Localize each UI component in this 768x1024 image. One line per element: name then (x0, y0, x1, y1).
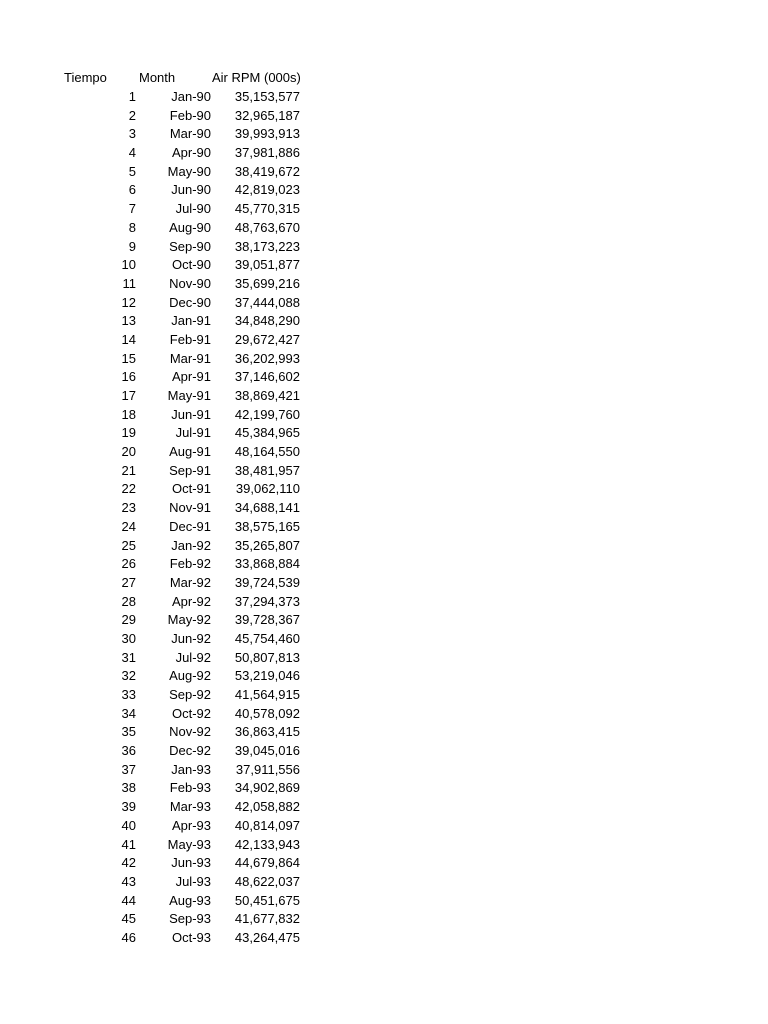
month-cell: Sep-91 (169, 462, 211, 478)
month-cell: Dec-90 (169, 294, 211, 310)
tiempo-cell: 16 (121, 369, 136, 385)
tiempo-cell: 41 (121, 836, 136, 852)
table-row (0, 480, 768, 499)
tiempo-cell: 44 (121, 892, 136, 908)
month-cell: Nov-91 (169, 500, 211, 516)
tiempo-cell: 27 (121, 574, 136, 590)
tiempo-cell: 32 (121, 668, 136, 684)
air-rpm-cell: 48,164,550 (234, 444, 300, 460)
air-rpm-cell: 42,819,023 (234, 182, 300, 198)
air-rpm-cell: 43,264,475 (234, 929, 300, 945)
month-cell: Sep-92 (169, 687, 211, 702)
air-rpm-cell: 33,868,884 (234, 556, 300, 572)
month-cell: Aug-92 (169, 668, 211, 684)
table-row (0, 275, 768, 294)
month-cell: Feb-92 (169, 556, 211, 572)
month-cell: Apr-92 (171, 593, 211, 609)
month-cell: Jul-92 (175, 649, 211, 665)
air-rpm-cell: 38,869,421 (234, 388, 300, 403)
table-row (0, 593, 768, 612)
tiempo-cell: 21 (121, 462, 136, 478)
tiempo-cell: 43 (121, 873, 136, 889)
table-row (0, 144, 768, 163)
month-cell: Nov-92 (169, 724, 211, 740)
air-rpm-cell: 39,724,539 (234, 574, 300, 590)
air-rpm-cell: 32,965,187 (234, 107, 300, 123)
air-rpm-cell: 40,578,092 (234, 705, 300, 721)
table-row (0, 219, 768, 238)
tiempo-cell: 18 (121, 406, 136, 422)
tiempo-cell: 42 (121, 855, 136, 871)
header-row (0, 68, 768, 88)
tiempo-cell: 19 (121, 425, 136, 441)
table-row (0, 499, 768, 518)
month-cell: Jun-90 (171, 182, 211, 198)
table-row (0, 873, 768, 892)
table-row (0, 742, 768, 761)
month-cell: May-91 (167, 388, 211, 403)
month-cell: Aug-90 (169, 219, 211, 235)
tiempo-cell: 46 (121, 929, 136, 945)
month-cell: Feb-93 (169, 780, 211, 796)
table-row (0, 163, 768, 182)
air-rpm-cell: 41,564,915 (234, 687, 300, 702)
table-row (0, 686, 768, 705)
air-rpm-cell: 41,677,832 (234, 911, 300, 927)
table-row (0, 462, 768, 481)
table-row (0, 238, 768, 257)
table-row (0, 910, 768, 929)
air-rpm-cell: 45,384,965 (234, 425, 300, 441)
air-rpm-cell: 38,173,223 (234, 238, 300, 254)
table-row (0, 294, 768, 313)
air-rpm-cell: 34,902,869 (234, 780, 300, 796)
month-cell: Jan-90 (171, 89, 211, 104)
month-cell: Apr-90 (171, 145, 211, 161)
tiempo-cell: 6 (128, 182, 136, 198)
air-rpm-cell: 38,481,957 (234, 462, 300, 478)
tiempo-cell: 8 (128, 219, 136, 235)
tiempo-cell: 5 (128, 163, 136, 179)
month-cell: Jan-93 (171, 761, 211, 777)
month-cell: Oct-90 (171, 257, 211, 273)
air-rpm-cell: 50,807,813 (234, 649, 300, 665)
air-rpm-cell: 35,699,216 (234, 275, 300, 291)
tiempo-cell: 40 (121, 817, 136, 833)
tiempo-cell: 35 (121, 724, 136, 740)
air-rpm-cell: 39,728,367 (234, 612, 300, 628)
tiempo-cell: 7 (128, 201, 136, 217)
tiempo-cell: 2 (128, 107, 136, 123)
month-cell: Sep-90 (169, 238, 211, 254)
month-cell: Nov-90 (169, 275, 211, 291)
air-rpm-cell: 53,219,046 (234, 668, 300, 684)
tiempo-cell: 25 (121, 537, 136, 553)
air-rpm-cell: 37,444,088 (234, 294, 300, 310)
table-row (0, 705, 768, 724)
tiempo-cell: 26 (121, 556, 136, 572)
table-row (0, 406, 768, 425)
air-rpm-cell: 48,622,037 (234, 873, 300, 889)
table-row (0, 368, 768, 387)
table-row (0, 387, 768, 406)
table-row (0, 537, 768, 556)
table-row (0, 649, 768, 668)
table-row (0, 424, 768, 443)
table-row (0, 331, 768, 350)
month-cell: Mar-92 (169, 574, 211, 590)
month-cell: Dec-91 (169, 518, 211, 534)
tiempo-cell: 10 (121, 257, 136, 273)
tiempo-cell: 29 (121, 612, 136, 628)
tiempo-cell: 45 (121, 911, 136, 927)
table-row (0, 798, 768, 817)
table-row (0, 200, 768, 219)
tiempo-cell: 30 (121, 630, 136, 646)
air-rpm-cell: 48,763,670 (234, 219, 300, 235)
air-rpm-cell: 39,051,877 (234, 257, 300, 273)
table-row (0, 929, 768, 948)
month-cell: Jan-92 (171, 537, 211, 553)
table-row (0, 312, 768, 331)
month-cell: Jun-91 (171, 406, 211, 422)
air-rpm-cell: 34,688,141 (234, 500, 300, 516)
table-row (0, 181, 768, 200)
table-row (0, 518, 768, 537)
month-cell: May-90 (167, 163, 211, 179)
table-row (0, 107, 768, 126)
air-rpm-cell: 35,265,807 (234, 537, 300, 553)
month-cell: Feb-90 (169, 107, 211, 123)
air-rpm-cell: 34,848,290 (234, 313, 300, 329)
tiempo-cell: 17 (121, 388, 136, 403)
month-cell: Oct-93 (171, 929, 211, 945)
table-row (0, 555, 768, 574)
table-row (0, 256, 768, 275)
spreadsheet-table (0, 68, 768, 948)
air-rpm-cell: 45,754,460 (234, 630, 300, 646)
tiempo-cell: 24 (121, 518, 136, 534)
air-rpm-cell: 37,294,373 (234, 593, 300, 609)
air-rpm-cell: 42,133,943 (234, 836, 300, 852)
tiempo-cell: 15 (121, 350, 136, 366)
air-rpm-cell: 50,451,675 (234, 892, 300, 908)
tiempo-cell: 28 (121, 593, 136, 609)
table-row (0, 574, 768, 593)
table-row (0, 892, 768, 911)
month-cell: May-93 (167, 836, 211, 852)
air-rpm-cell: 37,981,886 (234, 145, 300, 161)
month-cell: Mar-90 (169, 126, 211, 142)
tiempo-cell: 13 (121, 313, 136, 329)
tiempo-cell: 9 (128, 238, 136, 254)
air-rpm-header: Air RPM (000s) (212, 70, 301, 85)
air-rpm-cell: 42,199,760 (234, 406, 300, 422)
tiempo-cell: 20 (121, 444, 136, 460)
month-cell: Aug-91 (169, 444, 211, 460)
air-rpm-cell: 36,863,415 (234, 724, 300, 740)
air-rpm-cell: 35,153,577 (234, 89, 300, 104)
air-rpm-cell: 40,814,097 (234, 817, 300, 833)
tiempo-cell: 39 (121, 799, 136, 815)
tiempo-cell: 23 (121, 500, 136, 516)
month-cell: Jul-90 (175, 201, 211, 217)
table-row (0, 88, 768, 107)
tiempo-cell: 12 (121, 294, 136, 310)
air-rpm-cell: 42,058,882 (234, 799, 300, 815)
air-rpm-cell: 38,575,165 (234, 518, 300, 534)
table-row (0, 125, 768, 144)
tiempo-cell: 14 (121, 331, 136, 347)
air-rpm-cell: 29,672,427 (234, 331, 300, 347)
month-cell: Mar-91 (169, 350, 211, 366)
table-row (0, 611, 768, 630)
tiempo-cell: 4 (128, 145, 136, 161)
month-cell: Aug-93 (169, 892, 211, 908)
tiempo-cell: 36 (121, 743, 136, 759)
month-cell: Apr-91 (171, 369, 211, 385)
table-row (0, 836, 768, 855)
air-rpm-cell: 39,045,016 (234, 743, 300, 759)
air-rpm-cell: 37,911,556 (235, 761, 300, 777)
table-row (0, 723, 768, 742)
month-cell: Mar-93 (169, 799, 211, 815)
month-cell: Sep-93 (169, 911, 211, 927)
air-rpm-cell: 38,419,672 (234, 163, 300, 179)
month-cell: Jan-91 (171, 313, 211, 329)
table-row (0, 854, 768, 873)
table-row (0, 779, 768, 798)
table-row (0, 350, 768, 369)
month-cell: Jul-91 (175, 425, 211, 441)
tiempo-cell: 22 (121, 481, 136, 497)
month-cell: Dec-92 (169, 743, 211, 759)
month-cell: Apr-93 (171, 817, 211, 833)
tiempo-cell: 11 (122, 275, 136, 291)
table-row (0, 667, 768, 686)
table-row (0, 761, 768, 780)
air-rpm-cell: 36,202,993 (234, 350, 300, 366)
table-row (0, 443, 768, 462)
air-rpm-cell: 39,993,913 (234, 126, 300, 142)
air-rpm-cell: 37,146,602 (234, 369, 300, 385)
table-body (0, 88, 768, 948)
tiempo-cell: 38 (121, 780, 136, 796)
tiempo-cell: 1 (128, 89, 136, 104)
table-row (0, 817, 768, 836)
month-cell: Oct-92 (171, 705, 211, 721)
air-rpm-cell: 45,770,315 (234, 201, 300, 217)
tiempo-cell: 33 (121, 687, 136, 702)
month-cell: Jun-92 (171, 630, 211, 646)
air-rpm-cell: 44,679,864 (234, 855, 300, 871)
table-row (0, 630, 768, 649)
tiempo-cell: 3 (128, 126, 136, 142)
tiempo-cell: 37 (121, 761, 136, 777)
tiempo-cell: 31 (121, 649, 136, 665)
month-cell: Jun-93 (171, 855, 211, 871)
month-cell: May-92 (167, 612, 211, 628)
month-cell: Oct-91 (171, 481, 211, 497)
tiempo-header: Tiempo (64, 70, 107, 85)
month-header: Month (139, 70, 176, 85)
month-cell: Feb-91 (169, 331, 211, 347)
tiempo-cell: 34 (121, 705, 136, 721)
air-rpm-cell: 39,062,110 (235, 481, 300, 497)
month-cell: Jul-93 (175, 873, 211, 889)
